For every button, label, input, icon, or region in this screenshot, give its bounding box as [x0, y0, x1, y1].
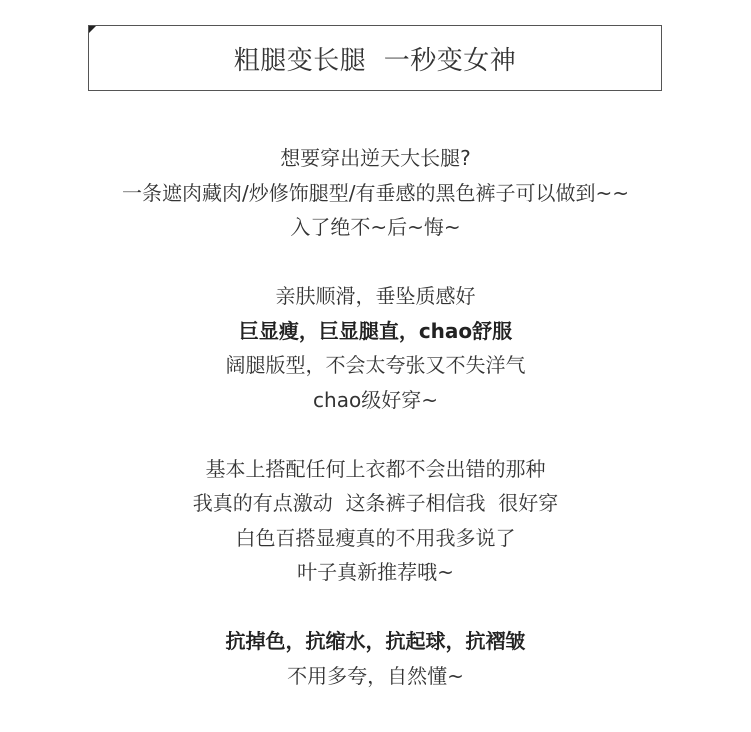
text-line: 一条遮肉藏肉/炒修饰腿型/有垂感的黑色裤子可以做到~~ — [122, 180, 629, 205]
paragraph-spacer — [0, 245, 751, 280]
title-box — [88, 25, 662, 91]
text-line: 我真的有点激动 这条裤子相信我 很好穿 — [192, 491, 559, 515]
paragraph-4 — [0, 624, 751, 693]
paragraph-2 — [0, 279, 751, 417]
text-line: 不用多夸，自然懂~ — [287, 663, 464, 688]
page-title: 粗腿变长腿 一秒变女神 — [233, 45, 517, 76]
paragraph-spacer — [0, 590, 751, 625]
text-line: 入了绝不~后~悔~ — [290, 215, 461, 239]
paragraph-1 — [0, 141, 751, 245]
text-line: 叶子真新推荐哦~ — [297, 560, 454, 584]
highlight-line: 抗掉色，抗缩水，抗起球，抗褶皱 — [225, 629, 526, 653]
paragraph-3 — [0, 452, 751, 590]
text-line: 白色百搭显瘦真的不用我多说了 — [235, 525, 516, 550]
corner-triangle-icon — [89, 26, 96, 33]
description-text — [0, 141, 751, 693]
text-line: 想要穿出逆天大长腿? — [280, 146, 471, 170]
text-line: 基本上搭配任何上衣都不会出错的那种 — [205, 456, 546, 481]
text-line: 阔腿版型，不会太夸张又不失洋气 — [225, 353, 526, 377]
text-line: 亲肤顺滑，垂坠质感好 — [275, 284, 476, 308]
paragraph-spacer — [0, 417, 751, 452]
text-line: chao级好穿~ — [313, 387, 438, 412]
highlight-line: 巨显瘦，巨显腿直，chao舒服 — [238, 318, 513, 343]
